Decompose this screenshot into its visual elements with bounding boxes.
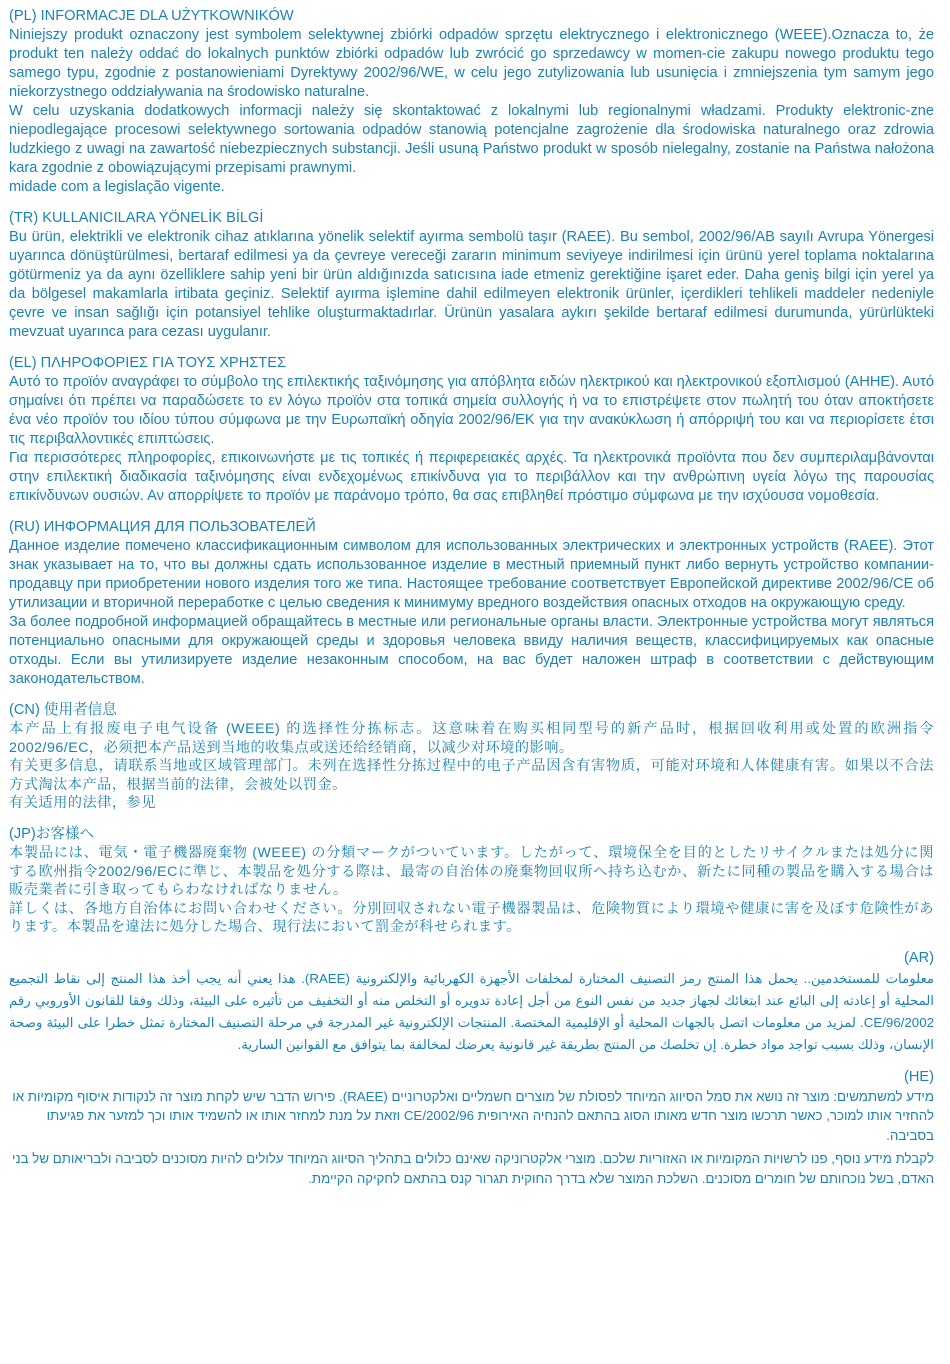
section-heading-pl: (PL) INFORMACJE DLA UŻYTKOWNIKÓW: [9, 8, 294, 24]
section-heading-ar: (AR): [904, 949, 934, 966]
section-tr: [9, 209, 934, 342]
section-heading-jp: (JP)お客様へ: [9, 825, 95, 842]
paragraph-he-1: מידע למשתמשים: מוצר זה נושא את סמל הסיווג המיוחד לפסולת של מוצרים חשמליים ואלקטרוניים (RAEE). פירוש הדבר שיש לקחת מוצר זה לנקודות איסוף מקומיות או להחזיר אותו למוכר, כאשר תרכשו מוצר חדש מאותו הסוג בהתאם להנחיה האירופית 2002/96/CE וזאת על מנת למחזר אותו או להשמיד אותו וכך למזער את פגיעתו בסביבה.: [12, 1088, 934, 1143]
section-heading-cn: (CN) 使用者信息: [9, 702, 117, 718]
paragraph-el-2: Για περισσότερες πληροφορίες, επικοινωνήστε με τις τοπικές ή περιφερειακές αρχές. Τα ηλεκτρονικά προϊόντα που δεν συμπεριλαμβάνονται στην επιλεκτική διαδικασία ταξινόμησης είναι ενδεχομένως επικίνδυνα για το περιβάλλον και την ανθρώπινη υγεία λόγω της παρουσίας επικίνδυνων ουσιών. Αν απορρίψετε το προϊόν με παράνομο τρόπο, θα σας επιβληθεί πρόστιμο σύμφωνα με την ισχύουσα νομοθεσία.: [9, 450, 934, 504]
paragraph-cn-1: 本产品上有报废电子电气设备 (WEEE) 的选择性分拣标志。这意味着在购买相同型号的新产品时，根据回收利用或处置的欧洲指令 2002/96/EC，必须把本产品送到当地的收集点或送还给经销商，以减少对环境的影响。: [9, 721, 934, 756]
section-heading-tr: (TR) KULLANICILARA YÖNELİK BİLGİ: [9, 210, 264, 226]
paragraph-ru-1: Данное изделие помечено классификационным символом для использованных электрических и электронных устройств (RAEE). Этот знак указывает на то, что вы должны сдать использованное изделие в местный приемный пункт либо вернуть устройство компании- продавцу при приобретении нового изделия того же типа. Настоящее требование соответствует Европейской директиве 2002/96/СЕ об утилизации и вторичной переработке с целью сведения к минимуму вредного воздействия опасных отходов на окружающую среду.: [9, 538, 934, 611]
section-heading-ru: (RU) ИНФОРМАЦИЯ ДЛЯ ПОЛЬЗОВАТЕЛЕЙ: [9, 519, 316, 535]
paragraph-ar-1: معلومات للمستخدمين.. يحمل هذا المنتج رمز التصنيف المختارة لمخلفات الأجهزة الكهربائية والإلكترونية (RAEE). هذا يعني أنه يجب أخذ هذا المنتج إلى نقاط التجميع المحلية أو إعادته إلى البائع عند ابتغائك لجهاز جديد من نفس النوع من أجل إعادة تدويره أو التخلص منه أو التخفيف من تأثيره على البيئة، وذلك وفقا للقانون الأوروبي رقم CE/96/2002. لمزيد من معلومات اتصل بالجهات المحلية أو الإقليمية المختصة. المنتجات الإلكترونية غير المدرجة في مرحلة التصنيف المختارة تمثل خطرا على البيئة وصحة الإنسان، وذلك بسبب تواجد مواد خطرة. إن تخلصك من المنتج بطريقة غير قانونية يعرضك لمخالفة بما يتوافق مع القوانين السارية.: [9, 970, 935, 1052]
paragraph-pl-2: W celu uzyskania dodatkowych informacji należy się skontaktować z lokalnymi lub regionalnymi władzami. Produkty elektronic-zne niepodlegające procesowi selektywnego sortowania odpadów stanowią potencjalne zagrożenie dla środowiska naturalnego oraz zdrowia ludzkiego z uwagi na zawartość niebezpiecznych substancji. Jeśli usuną Państwo produkt w sposób nielegalny, zostanie na Państwa nałożona kara zgodnie z obowiązującymi przepisami prawnymi.: [9, 103, 934, 176]
section-heading-he: (HE): [904, 1068, 934, 1085]
paragraph-ru-2: За более подробной информацией обращайтесь в местные или региональные органы власти. Электронные устройства могут являться потенциально опасными для окружающей среды и здоровья человека ввиду наличия веществ, классифицируемых как опасные отходы. Если вы утилизируете изделие незаконным способом, на вас будет наложен штраф в соответствии с действующим законодательством.: [9, 614, 934, 687]
paragraph-he-2: לקבלת מידע נוסף, פנו לרשויות המקומיות או האזוריות שלכם. מוצרי אלקטרוניקה שאינם כלולים בתהליך הסיווג המיוחד עלולים להיות מסוכנים לסביבה ולבריאותם של בני האדם, בשל נוכחותם של חומרים מסוכנים. השלכת המוצר שלא בדרך החוקית תגרור קנס בהתאם לחקיקה הקיימת.: [12, 1151, 934, 1186]
paragraph-jp-1: 本製品には、電気・電子機器廃棄物 (WEEE) の分類マークがついています。したがって、環境保全を目的としたリサイクルまたは処分に関する欧州指令2002/96/ECに準じ、本製品を処分する際は、最寄の自治体の廃棄物回収所へ持ち込むか、新たに同種の製品を購入する場合は販売業者に引き取ってもらわなければなりません。: [9, 844, 934, 899]
paragraph-cn-3: 有关适用的法律，参见: [9, 795, 156, 812]
document-page: [9, 7, 934, 1200]
section-he: [9, 1068, 934, 1189]
section-ru: [9, 518, 934, 689]
section-ar: [9, 949, 934, 1056]
paragraph-jp-2: 詳しくは、各地方自治体にお問い合わせください。分別回収されない電子機器製品は、危険物質により環境や健康に害を及ぼす危険性があります。本製品を違法に処分した場合、現行法において罰金が科せられます。: [9, 900, 934, 936]
section-pl: [9, 7, 934, 197]
paragraph-tr-1: Bu ürün, elektrikli ve elektronik cihaz atıklarına yönelik selektif ayırma sembolü taşır (RAEE). Bu sembol, 2002/96/AB sayılı Avrupa Yönergesi uyarınca dönüştürülmesi, bertaraf edilmesi ya da çevreye vereceği zararın minimum seviyeye indirilmesi için ürünü yerel toplama noktalarına götürmeniz ya da aynı özelliklere sahip yeni bir ürün aldığınızda satıcısına iade etmeniz gerektiğine işaret eder. Daha geniş bilgi için yerel ya da bölgesel makamlarla irtibata geçiniz. Selektif ayırma işlemine dahil edilmeyen elektronik ürünler, içerdikleri tehlikeli maddeler nedeniyle çevre ve insan sağlığı için potansiyel tehlike oluşturmaktadırlar. Ürünün yasalara aykırı şekilde bertaraf edilmesi durumunda, yürürlükteki mevzuat uyarınca para cezası uygulanır.: [9, 229, 934, 340]
section-jp: [9, 825, 934, 937]
paragraph-cn-2: 有关更多信息，请联系当地或区域管理部门。未列在选择性分拣过程中的电子产品因含有害物质，可能对环境和人体健康有害。如果以不合法方式淘汰本产品，根据当前的法律，会被处以罚金。: [9, 758, 934, 793]
section-el: [9, 354, 934, 506]
paragraph-pl-1: Niniejszy produkt oznaczony jest symbolem selektywnej zbiórki odpadów sprzętu elektrycznego i elektronicznego (WEEE).Oznacza to, że produkt ten należy oddać do lokalnych punktów zbiórki odpadów lub zwrócić go sprzedawcy w momen-cie zakupu nowego produktu tego samego typu, zgodnie z postanowieniami Dyrektywy 2002/96/WE, w celu jego zutylizowania lub usunięcia i zmniejszenia tym samym jego niekorzystnego oddziaływania na środowisko naturalne.: [9, 27, 934, 100]
section-cn: [9, 701, 934, 813]
paragraph-pl-3: midade com a legislação vigente.: [9, 179, 225, 195]
paragraph-el-1: Αυτό το προϊόν αναγράφει το σύμβολο της επιλεκτικής ταξινόμησης για απόβλητα ειδών ηλεκτρικού και ηλεκτρονικού εξοπλισμού (ΑΗΗΕ). Αυτό σημαίνει ότι πρέπει να παραδώσετε το εν λόγω προϊόν στα τοπικά σημεία συλλογής ή να το επιστρέψετε στον πωλητή του όταν αποκτήσετε ένα νέο προϊόν του ιδίου τύπου σύμφωνα με την Ευρωπαϊκή οδηγία 2002/96/ΕΚ για την ανακύκλωση ή απόρριψή του και να περιορίσετε έτσι τις περιβαλλοντικές επιπτώσεις.: [9, 374, 934, 447]
section-heading-el: (EL) ΠΛΗΡΟΦΟΡΙΕΣ ΓΙΑ ΤΟΥΣ ΧΡΗΣΤΕΣ: [9, 355, 286, 371]
